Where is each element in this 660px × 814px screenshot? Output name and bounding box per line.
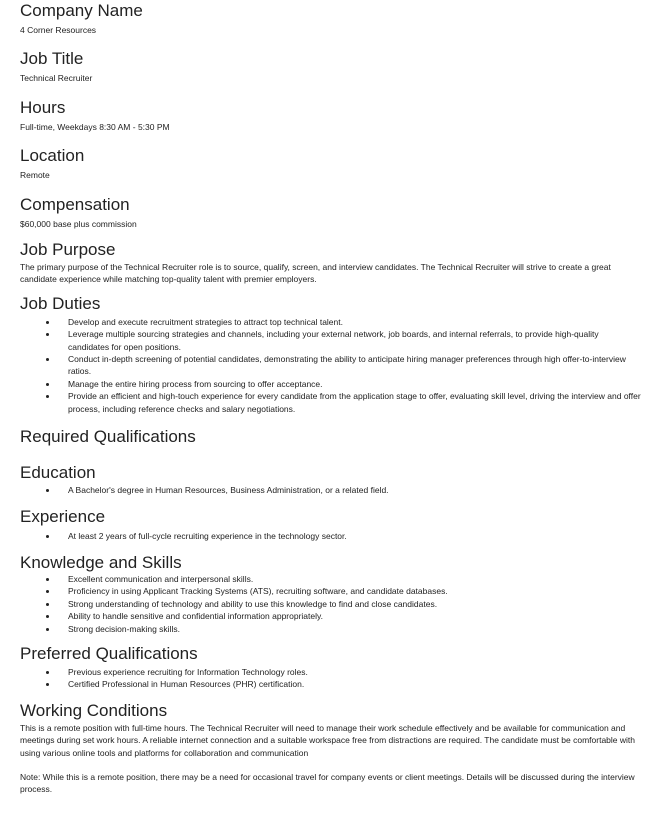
job-title-value: Technical Recruiter bbox=[20, 73, 93, 84]
list-item: Previous experience recruiting for Information Technology roles. bbox=[68, 666, 642, 678]
education-heading: Education bbox=[20, 463, 96, 483]
duties-section bbox=[20, 294, 642, 415]
skills-list bbox=[20, 573, 642, 635]
purpose-text: The primary purpose of the Technical Recruiter role is to source, qualify, screen, and interview candidates. The Technical Recruiter will strive to create a great candidate experience while matching top-quality talent with premier employers. bbox=[20, 262, 611, 285]
experience-section bbox=[20, 507, 642, 542]
conditions-note: Note: While this is a remote position, there may be a need for occasional travel for company events or client meetings. Details will be discussed during the interview process. bbox=[20, 771, 635, 795]
compensation-section bbox=[20, 195, 642, 230]
conditions-heading: Working Conditions bbox=[20, 700, 168, 720]
job-title-section bbox=[20, 49, 642, 84]
location-section bbox=[20, 146, 642, 181]
list-item: Excellent communication and interpersonal skills. bbox=[68, 573, 642, 585]
skills-heading: Knowledge and Skills bbox=[20, 552, 182, 572]
list-item: Develop and execute recruitment strategies to attract top technical talent. bbox=[68, 316, 642, 328]
job-title-heading: Job Title bbox=[20, 49, 84, 69]
list-item: Strong understanding of technology and ability to use this knowledge to find and close candidates. bbox=[68, 598, 642, 610]
hours-value: Full-time, Weekdays 8:30 AM - 5:30 PM bbox=[20, 121, 170, 132]
purpose-heading: Job Purpose bbox=[20, 240, 116, 260]
list-item: Proficiency in using Applicant Tracking Systems (ATS), recruiting software, and candidate databases. bbox=[68, 585, 642, 597]
duties-list bbox=[20, 316, 642, 415]
list-item: Leverage multiple sourcing strategies and channels, including your external network, job boards, and internal referrals, to provide high-quality candidates for open positions. bbox=[68, 328, 642, 353]
list-item: Strong decision-making skills. bbox=[68, 623, 642, 635]
conditions-text: This is a remote position with full-time hours. The Technical Recruiter will need to manage their work schedule effectively and be available for communication and meetings during set work hours. A reliable internet connection and a suitable workspace free from distractions are required. The candidate must be comfortable with using various online tools and platforms for collaboration and communication bbox=[20, 722, 636, 758]
list-item: A Bachelor's degree in Human Resources, Business Administration, or a related field. bbox=[68, 484, 642, 496]
company-value: 4 Corner Resources bbox=[20, 25, 97, 35]
education-list bbox=[20, 484, 642, 496]
experience-list bbox=[20, 530, 642, 542]
education-section bbox=[20, 463, 642, 496]
required-section bbox=[20, 427, 642, 447]
compensation-heading: Compensation bbox=[20, 194, 130, 214]
preferred-list bbox=[20, 666, 642, 691]
list-item: At least 2 years of full-cycle recruiting experience in the technology sector. bbox=[68, 530, 642, 542]
skills-section bbox=[20, 553, 642, 635]
list-item: Provide an efficient and high-touch experience for every candidate from the application stage to offer, evaluating skill level, driving the interview and offer process, including reference checks and salary negotiations. bbox=[68, 391, 641, 414]
list-item: Conduct in-depth screening of potential candidates, demonstrating the ability to anticipate hiring manager preferences through high offer-to-interview ratios. bbox=[68, 353, 642, 378]
list-item: Certified Professional in Human Resources (PHR) certification. bbox=[68, 678, 642, 690]
duties-heading: Job Duties bbox=[20, 293, 101, 313]
preferred-heading: Preferred Qualifications bbox=[20, 643, 198, 663]
hours-heading: Hours bbox=[20, 97, 66, 117]
required-heading: Required Qualifications bbox=[20, 427, 196, 447]
hours-section bbox=[20, 98, 642, 133]
purpose-section bbox=[20, 240, 642, 286]
location-value: Remote bbox=[20, 170, 50, 181]
list-item: Ability to handle sensitive and confidential information appropriately. bbox=[68, 610, 642, 622]
location-heading: Location bbox=[20, 146, 85, 166]
list-item: Manage the entire hiring process from sourcing to offer acceptance. bbox=[68, 378, 642, 390]
experience-heading: Experience bbox=[20, 506, 106, 526]
conditions-section bbox=[20, 701, 642, 796]
company-section bbox=[20, 0, 642, 36]
compensation-value: $60,000 base plus commission bbox=[20, 218, 137, 229]
preferred-section bbox=[20, 644, 642, 691]
company-heading: Company Name bbox=[20, 1, 143, 20]
